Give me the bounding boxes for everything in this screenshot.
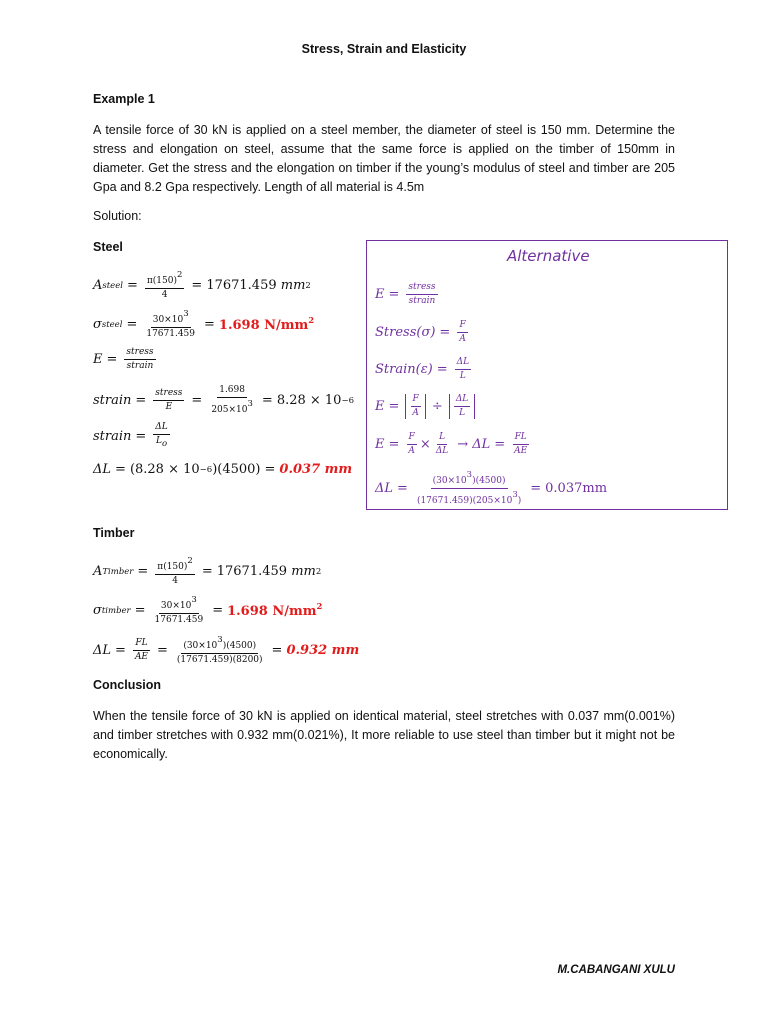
steel-elongation-equation: ΔL = (8.28 × 10 −6 )(4500) = 0.037 mm xyxy=(93,462,353,477)
steel-area-equation: A steel = $\frac{\pi(150)2}{4}$ = 17671.459 mm 2 xyxy=(93,270,311,300)
timber-stress-equation: σ timber = $\frac{30\times 103}{17671.459}$ = 1.698 $N/mm^2$ xyxy=(93,595,323,625)
steel-strain-equation: strain = $\frac{\text{stress}}{E}$ = $\frac{1.698}{205\times 103}$ = 8.28 × 10 −6 xyxy=(93,385,354,415)
alt-stress-equation: Stress(σ) = $\frac{F}{A}$ xyxy=(375,320,466,344)
conclusion-text: When the tensile force of 30 kN is applied on identical material, steel stretches with 0.037 mm(0.001%) and timber stretches with 0.932 mm(0.021%), It more reliable to use steel than timber but it might not be economically. xyxy=(93,709,675,761)
problem-statement: A tensile force of 30 kN is applied on a steel member, the diameter of steel is 150 mm. Determine the stress and elongation on steel, assume that the same force is applied on the timber of 150mm in diameter. Get the stress and the elongation on timber if the young’s modulus of steel and timber are 205 Gpa and 8.2 Gpa respectively. Length of all material is 4.5m xyxy=(93,123,675,194)
alternative-title: Alternative xyxy=(507,247,590,265)
alt-division-equation: E = $\frac{F}{A}$ ÷ $\frac{\Delta L}{L}$ xyxy=(375,394,477,419)
solution-label: Solution: xyxy=(93,209,142,223)
timber-area-equation: A Timber = $\frac{\pi(150)2}{4}$ = 17671.459 mm 2 xyxy=(93,556,322,586)
steel-heading: Steel xyxy=(93,240,123,254)
timber-heading: Timber xyxy=(93,526,135,540)
example-heading: Example 1 xyxy=(93,92,155,106)
alt-product-equation: E = $\frac{F}{A}$ × $\frac{L}{\Delta L}$ → ΔL = $\frac{FL}{AE}$ xyxy=(375,432,528,456)
alt-strain-equation: Strain(ε) = $\frac{\Delta L}{L}$ xyxy=(375,357,470,381)
alt-final-equation: ΔL = $\frac{(30\times 103)(4500)}{(17671.459)(205\times 103)}$ = 0.037mm xyxy=(375,470,608,506)
conclusion-heading: Conclusion xyxy=(93,678,162,692)
steel-stress-equation: σ steel = $\frac{30\times 103}{17671.459}$ = 1.698 $N/mm^2$ xyxy=(93,309,315,339)
author-footer: M.CABANGANI XULU xyxy=(557,964,675,976)
steel-strain-definition: strain = $\frac{\Delta L}{Lo}$ xyxy=(93,422,168,449)
timber-elongation-equation: ΔL = $\frac{FL}{AE}$ = $\frac{(30\times 103)(4500)}{(17671.459)(8200)}$ = 0.932 mm xyxy=(93,635,360,665)
alt-modulus-equation: E = $\frac{\text{stress}}{\text{strain}}$ xyxy=(375,282,436,306)
page-title: Stress, Strain and Elasticity xyxy=(301,42,467,56)
steel-modulus-equation: E = $\frac{\text{stress}}{\text{strain}}$ xyxy=(93,347,154,371)
